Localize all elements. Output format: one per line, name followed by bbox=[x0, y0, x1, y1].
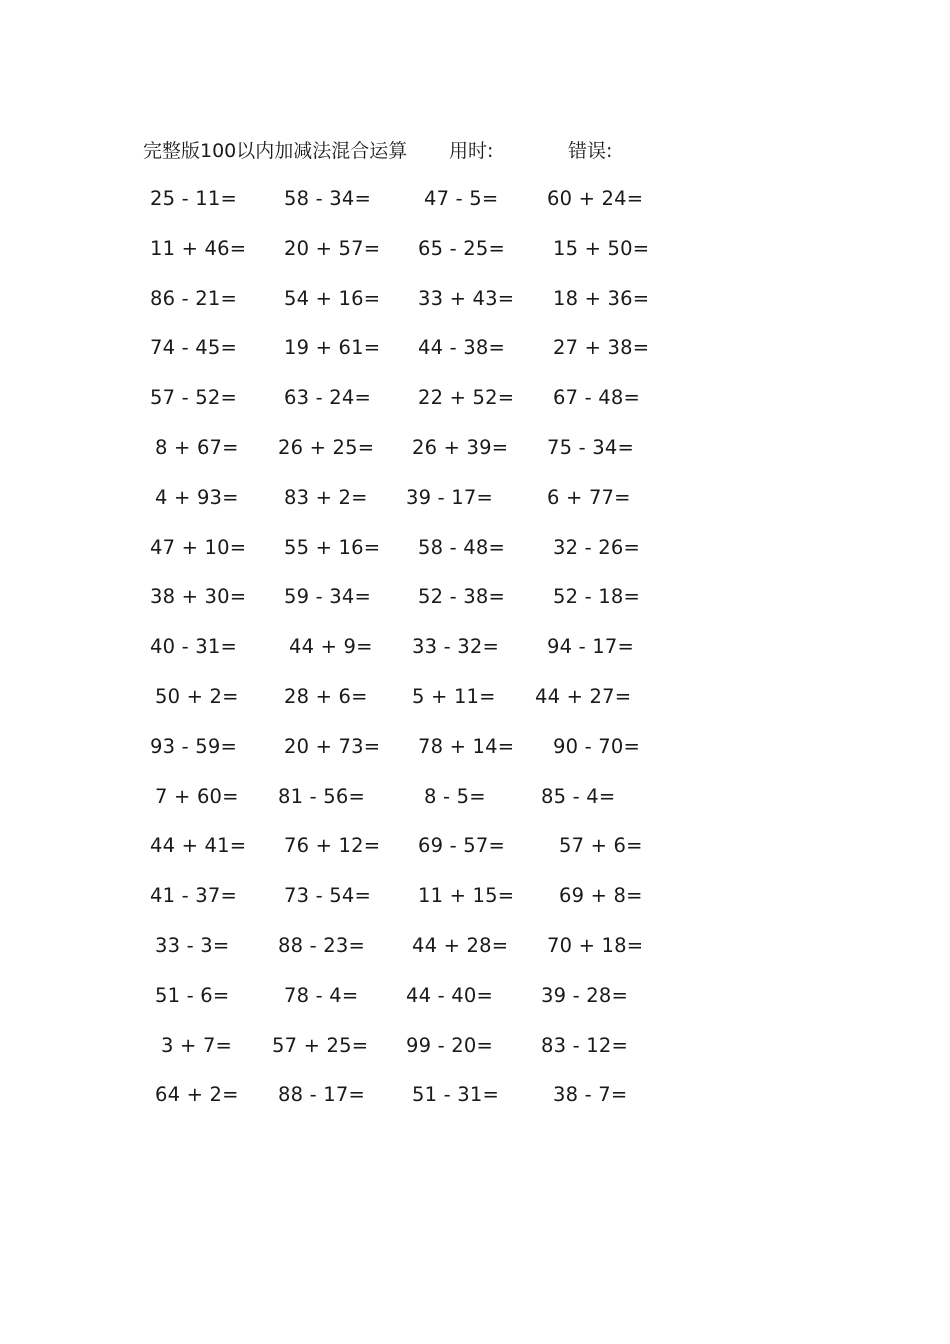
arithmetic-problem: 26 + 25= bbox=[278, 436, 375, 459]
arithmetic-problem: 20 + 73= bbox=[284, 735, 381, 758]
arithmetic-problem: 86 - 21= bbox=[150, 287, 237, 310]
arithmetic-problem: 18 + 36= bbox=[553, 287, 650, 310]
arithmetic-problem: 81 - 56= bbox=[278, 785, 365, 808]
arithmetic-problem: 65 - 25= bbox=[418, 237, 505, 260]
arithmetic-problem: 44 + 28= bbox=[412, 934, 509, 957]
arithmetic-problem: 99 - 20= bbox=[406, 1034, 493, 1057]
arithmetic-problem: 38 - 7= bbox=[553, 1083, 628, 1106]
arithmetic-problem: 33 - 32= bbox=[412, 635, 499, 658]
arithmetic-problem: 60 + 24= bbox=[547, 187, 644, 210]
problem-row bbox=[0, 483, 950, 513]
arithmetic-problem: 44 - 40= bbox=[406, 984, 493, 1007]
arithmetic-problem: 51 - 31= bbox=[412, 1083, 499, 1106]
problem-row bbox=[0, 831, 950, 861]
arithmetic-problem: 88 - 17= bbox=[278, 1083, 365, 1106]
arithmetic-problem: 15 + 50= bbox=[553, 237, 650, 260]
arithmetic-problem: 69 + 8= bbox=[559, 884, 643, 907]
arithmetic-problem: 90 - 70= bbox=[553, 735, 640, 758]
arithmetic-problem: 59 - 34= bbox=[284, 585, 371, 608]
arithmetic-problem: 8 - 5= bbox=[424, 785, 486, 808]
arithmetic-problem: 78 + 14= bbox=[418, 735, 515, 758]
arithmetic-problem: 33 - 3= bbox=[155, 934, 230, 957]
problem-row bbox=[0, 1031, 950, 1061]
arithmetic-problem: 28 + 6= bbox=[284, 685, 368, 708]
arithmetic-problem: 64 + 2= bbox=[155, 1083, 239, 1106]
arithmetic-problem: 25 - 11= bbox=[150, 187, 237, 210]
arithmetic-problem: 58 - 48= bbox=[418, 536, 505, 559]
problem-row bbox=[0, 234, 950, 264]
arithmetic-problem: 94 - 17= bbox=[547, 635, 634, 658]
arithmetic-problem: 27 + 38= bbox=[553, 336, 650, 359]
arithmetic-problem: 38 + 30= bbox=[150, 585, 247, 608]
arithmetic-problem: 50 + 2= bbox=[155, 685, 239, 708]
arithmetic-problem: 47 - 5= bbox=[424, 187, 499, 210]
arithmetic-problem: 54 + 16= bbox=[284, 287, 381, 310]
arithmetic-problem: 3 + 7= bbox=[161, 1034, 233, 1057]
arithmetic-problem: 26 + 39= bbox=[412, 436, 509, 459]
arithmetic-problem: 11 + 46= bbox=[150, 237, 247, 260]
arithmetic-problem: 75 - 34= bbox=[547, 436, 634, 459]
arithmetic-problem: 83 + 2= bbox=[284, 486, 368, 509]
arithmetic-problem: 85 - 4= bbox=[541, 785, 616, 808]
arithmetic-problem: 20 + 57= bbox=[284, 237, 381, 260]
arithmetic-problem: 83 - 12= bbox=[541, 1034, 628, 1057]
arithmetic-problem: 19 + 61= bbox=[284, 336, 381, 359]
arithmetic-problem: 44 - 38= bbox=[418, 336, 505, 359]
arithmetic-problem: 57 - 52= bbox=[150, 386, 237, 409]
arithmetic-problem: 39 - 28= bbox=[541, 984, 628, 1007]
arithmetic-problem: 32 - 26= bbox=[553, 536, 640, 559]
arithmetic-problem: 41 - 37= bbox=[150, 884, 237, 907]
problem-row bbox=[0, 383, 950, 413]
arithmetic-problem: 74 - 45= bbox=[150, 336, 237, 359]
arithmetic-problem: 11 + 15= bbox=[418, 884, 515, 907]
arithmetic-problem: 7 + 60= bbox=[155, 785, 239, 808]
problem-row bbox=[0, 732, 950, 762]
arithmetic-problem: 63 - 24= bbox=[284, 386, 371, 409]
arithmetic-problem: 67 - 48= bbox=[553, 386, 640, 409]
arithmetic-problem: 52 - 18= bbox=[553, 585, 640, 608]
arithmetic-problem: 93 - 59= bbox=[150, 735, 237, 758]
problem-row bbox=[0, 533, 950, 563]
arithmetic-problem: 69 - 57= bbox=[418, 834, 505, 857]
time-label: 用时: bbox=[449, 140, 494, 162]
arithmetic-problem: 58 - 34= bbox=[284, 187, 371, 210]
problem-row bbox=[0, 881, 950, 911]
errors-label: 错误: bbox=[568, 140, 613, 162]
arithmetic-problem: 88 - 23= bbox=[278, 934, 365, 957]
arithmetic-problem: 44 + 27= bbox=[535, 685, 632, 708]
arithmetic-problem: 47 + 10= bbox=[150, 536, 247, 559]
arithmetic-problem: 22 + 52= bbox=[418, 386, 515, 409]
worksheet-title: 完整版100以内加减法混合运算 bbox=[143, 140, 408, 162]
arithmetic-problem: 44 + 9= bbox=[289, 635, 373, 658]
problem-row bbox=[0, 433, 950, 463]
arithmetic-problem: 51 - 6= bbox=[155, 984, 230, 1007]
problem-row bbox=[0, 333, 950, 363]
problem-row bbox=[0, 931, 950, 961]
problem-row bbox=[0, 682, 950, 712]
arithmetic-problem: 33 + 43= bbox=[418, 287, 515, 310]
arithmetic-problem: 78 - 4= bbox=[284, 984, 359, 1007]
arithmetic-problem: 4 + 93= bbox=[155, 486, 239, 509]
arithmetic-problem: 57 + 25= bbox=[272, 1034, 369, 1057]
problem-row bbox=[0, 184, 950, 214]
arithmetic-problem: 44 + 41= bbox=[150, 834, 247, 857]
problem-row bbox=[0, 1080, 950, 1110]
arithmetic-problem: 70 + 18= bbox=[547, 934, 644, 957]
arithmetic-problem: 52 - 38= bbox=[418, 585, 505, 608]
problem-row bbox=[0, 284, 950, 314]
problem-row bbox=[0, 632, 950, 662]
arithmetic-problem: 55 + 16= bbox=[284, 536, 381, 559]
arithmetic-problem: 5 + 11= bbox=[412, 685, 496, 708]
problem-row bbox=[0, 981, 950, 1011]
arithmetic-problem: 73 - 54= bbox=[284, 884, 371, 907]
arithmetic-problem: 6 + 77= bbox=[547, 486, 631, 509]
problem-row bbox=[0, 582, 950, 612]
arithmetic-problem: 39 - 17= bbox=[406, 486, 493, 509]
problem-row bbox=[0, 782, 950, 812]
arithmetic-problem: 76 + 12= bbox=[284, 834, 381, 857]
arithmetic-problem: 40 - 31= bbox=[150, 635, 237, 658]
arithmetic-problem: 8 + 67= bbox=[155, 436, 239, 459]
arithmetic-problem: 57 + 6= bbox=[559, 834, 643, 857]
